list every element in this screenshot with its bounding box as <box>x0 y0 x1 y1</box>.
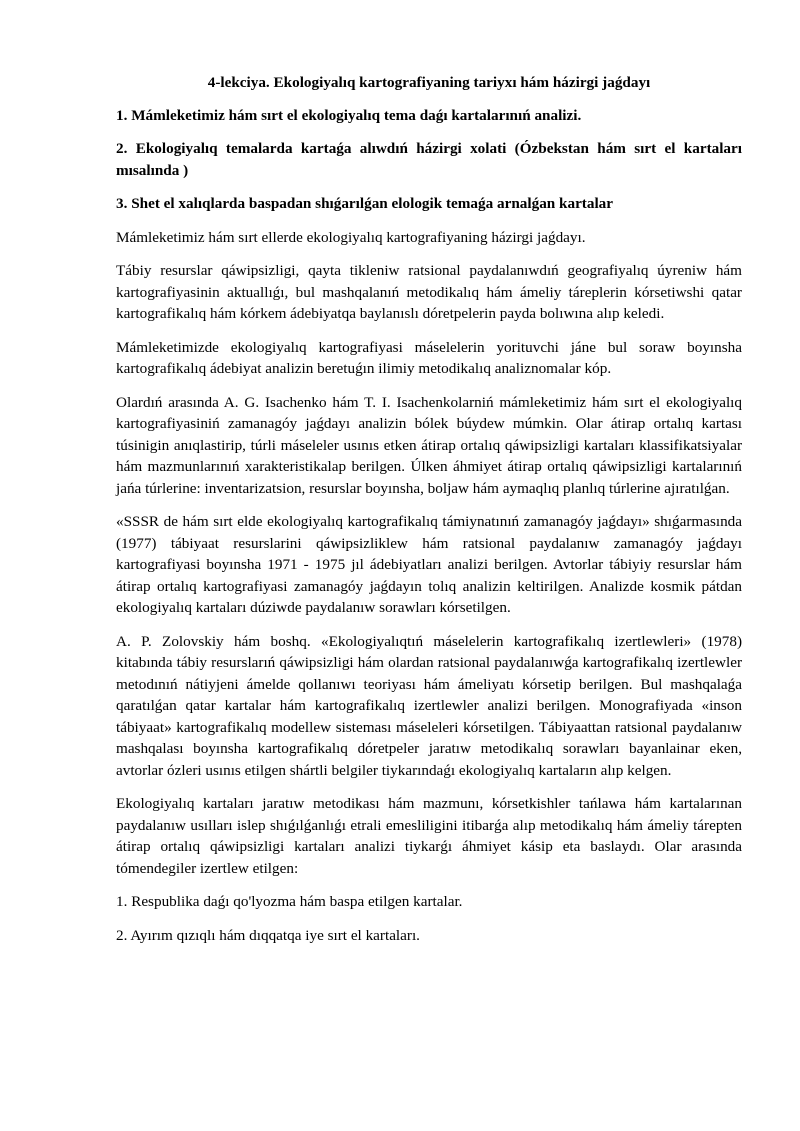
paragraph-6: A. P. Zolovskiy hám boshq. «Ekologiyalıqtıń máselelerin kartografikalıq izertlewleri» (1978) kitabında tábiy resurslarıń qáwipsizligi hám olardan ratsional paydalanıwǵa kartografikalıq izertlewler metodınıń nátiyjeni ámelde qollanıwı teoriyası hám ámeliyatı kórsetip berilgen. Bul mashqalaǵa qaratılǵan qatar kartalar hám kartografikalıq izertlewler analizi berilgen. Monografiyada «inson tábiyaat» kartografikalıq modellew sisteması máseleleri kórsetilgen. Tábiyaattan ratsional paydalanıw mashqalası boyınsha kartografikalıq dóretpeler jaratıw metodikalıq sorawları bayanlainar eken, avtorlar ózleri usınıs etilgen shártli belgiler tiykarındaǵı ekologiyalıq kartaların alıp kelgen. <box>116 632 742 779</box>
section-heading-3: 3. Shet el xalıqlarda baspadan shıǵarılǵan elologik temaǵa arnalǵan kartalar <box>116 195 614 212</box>
list-item-1: 1. Respublika daǵı qo'lyozma hám baspa etilgen kartalar. <box>116 893 463 910</box>
paragraph-2: Tábiy resurslar qáwipsizligi, qayta tikleniw ratsional paydalanıwdıń geografiyalıq úyreniw hám kartografiyasinin aktuallıǵı, bul mashqalanıń metodikalıq hám ámeliy táreplerin kórsetiwshi qatar kartografikalıq hám kórkem ádebiyatqa baylanıslı dóretpelerin payda bolıwına alıp keledi. <box>116 262 742 322</box>
paragraph-5: «SSSR de hám sırt elde ekologiyalıq kartografikalıq támiynatınıń zamanagóy jaǵdayı» shıǵarmasında (1977) tábiyaat resurslarini qáwipsizliklew hám ratsional paydalanıw zamanagóy jaǵdayı kartografiyasi boyınsha 1971 - 1975 jıl ádebiyatları analizi berilgen. Avtorlar tábiyiy resurslar hám átirap ortalıq kartografiyasi zamanagóy jaǵdayın tolıq analizin keltirilgen. Analizde kosmik pátdan ekologiyalıq kartaları dúziwde paydalanıw sorawları kórsetilgen. <box>116 513 742 616</box>
paragraph-7: Ekologiyalıq kartaları jaratıw metodikası hám mazmunı, kórsetkishler tańlawa hám kartalarınan paydalanıw usılları islep shıǵılǵanlıǵı etrali emesliligini itibarǵa alıp metodikalıq hám ámeliy tárepten átirap ortalıq qáwipsizligi kartaları analizi tiykarǵı áhmiyet kásip eta baslaydı. Olar arasında tómendegiler izertlew etilgen: <box>116 795 742 877</box>
section-heading-1: 1. Mámleketimiz hám sırt el ekologiyalıq tema daǵı kartalarınıń analizi. <box>116 106 582 124</box>
paragraph-3: Mámleketimizde ekologiyalıq kartografiyasi máselelerin yorituvchi jáne bul soraw boyınsha kartografikalıq ádebiyat analizin beretuǵın ilimiy metodikalıq analiznomalar kóp. <box>116 338 742 377</box>
document-title: 4-lekciya. Ekologiyalıq kartografiyaning tariyxı hám házirgi jaǵdayı <box>207 74 651 91</box>
paragraph-1: Mámleketimiz hám sırt ellerde ekologiyalıq kartografiyaning házirgi jaǵdayı. <box>116 228 586 246</box>
paragraph-4: Olardıń arasında A. G. Isachenko hám T. I. Isachenkolarniń mámleketimiz hám sırt el ekologiyalıq kartografiyasiniń zamanagóy jaǵdayı analizin bólek búydew múmkin. Olar átirap ortalıq kartası túsinigin anıqlastirip, túrli máseleler usınıs etken átirap ortalıq qáwipsizligi kartaları klassifikatsiyalar hám mazmunlarınıń xarakteristikalap berilgen. Úlken áhmiyet átirap ortalıq qáwipsizligi kartalarınıń jańa túrlerine: inventarizatsion, resurslar boyınsha, boljaw hám aymaqlıq planlıq túrlerine ajıratılǵan. <box>116 393 742 497</box>
list-item-2: 2. Ayırım qızıqlı hám dıqqatqa iye sırt el kartaları. <box>116 926 420 944</box>
document-page <box>116 72 742 958</box>
section-heading-2: 2. Ekologiyalıq temalarda kartaǵa alıwdıń házirgi xolati (Ózbekstan hám sırt el kartaları mısalında ) <box>116 140 742 179</box>
